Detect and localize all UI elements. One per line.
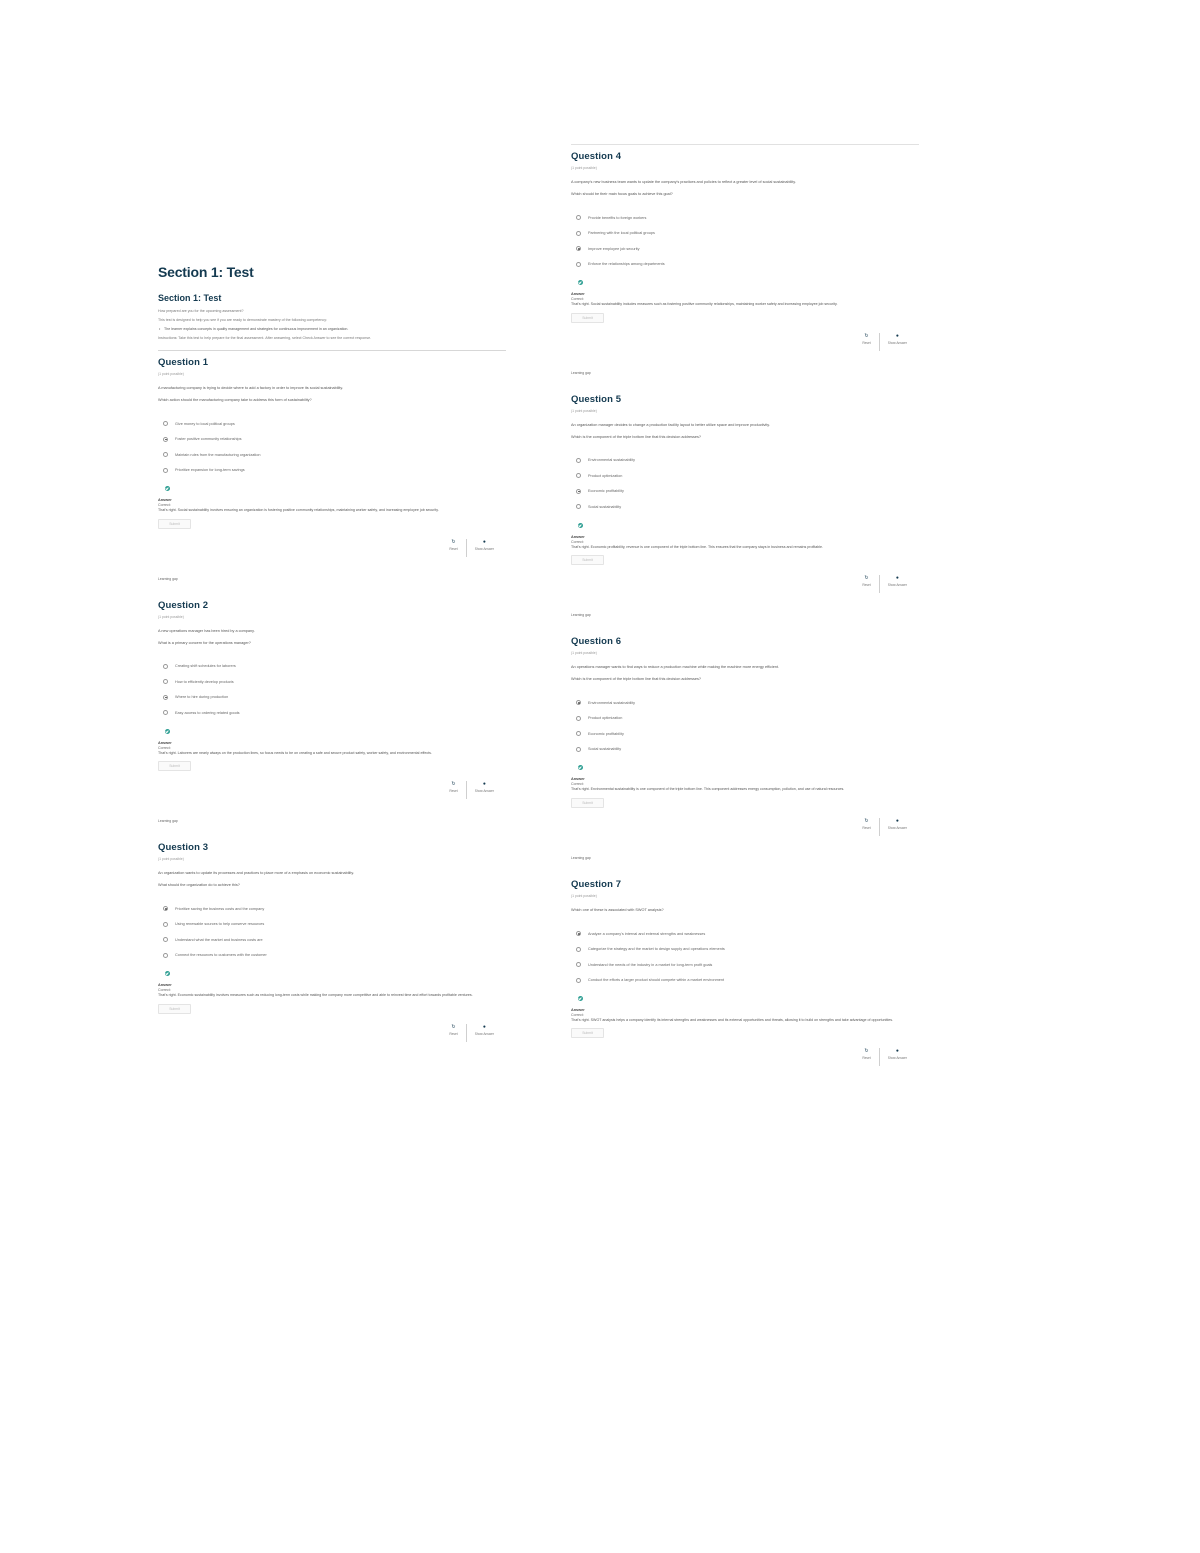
section-intro-title: Section 1: Test [158,293,222,303]
option-label: Provide benefits to foreign workers [588,215,647,220]
question-prompt: Which is the component of the triple bottom line that this decision addresses? [571,677,702,682]
reset-button[interactable] [854,818,878,836]
reset-icon: ↻ [864,817,869,824]
radio-button[interactable] [163,937,168,942]
radio-button[interactable] [576,473,581,478]
radio-button[interactable] [163,664,168,669]
radio-button[interactable] [163,679,168,684]
reset-button[interactable] [441,539,465,557]
option-label: Understand the needs of the industry in a market for long-term profit goals [588,962,713,967]
option-label: Environmental sustainability [588,458,636,463]
question-title: Question 3 [158,842,209,854]
answer-options [571,926,919,988]
answer-feedback: That's right. Economic profitability, revenue is one component of the triple bottom line. This ensures that the company stays in business and remains profitable. [571,544,824,549]
option-label: Where to hire during production [175,695,229,700]
radio-button[interactable] [163,468,168,473]
submit-button[interactable]: Submit [571,555,604,565]
radio-button[interactable] [576,262,581,267]
answer-status: Correct: [571,1012,584,1017]
option-label: Improve employee job security [588,246,640,251]
question-points: (1 point possible) [571,893,597,898]
radio-button[interactable] [163,710,168,715]
radio-button[interactable] [576,731,581,736]
answer-option[interactable] [158,674,506,690]
question-title: Question 5 [571,393,622,405]
option-label: Categorize the strategy and the market to design supply and operations elements [588,947,725,952]
answer-feedback: That's right. Environmental sustainability is one component of the triple bottom line. This component addresses energy consumption, pollution, and use of natural resources. [571,787,845,792]
section-divider [158,350,506,351]
submit-button[interactable]: Submit [158,761,191,771]
reset-button[interactable] [854,333,878,351]
show-answer-button[interactable] [879,333,915,351]
answer-options [158,416,506,478]
answer-feedback: That's right. Social sustainability involves ensuring an organization is fostering positive community relationships, maintaining worker safety, and increasing employee job security. [158,508,439,512]
show-answer-label: Show Answer [887,340,907,345]
reset-label: Reset [449,789,458,794]
answer-option[interactable] [571,468,919,484]
question-actions [158,539,506,557]
correct-check-icon [165,729,170,734]
radio-button[interactable] [576,978,581,983]
option-label: Product optimization [588,716,623,721]
show-answer-label: Show Answer [474,546,494,551]
question-points: (1 point possible) [158,614,184,619]
answer-status: Correct: [571,539,584,544]
left-column [158,264,506,1042]
show-answer-label: Show Answer [474,1031,494,1036]
answer-option[interactable] [571,241,919,257]
option-label: Product optimization [588,473,623,478]
question-stem: A company's new business team wants to update the company's practices and policies to reflect a greater level of social sustainability. [571,180,796,184]
radio-button[interactable] [576,747,581,752]
competency-item: • The learner explains concepts in quality management and strategies for continuous improvement in an organization. [164,327,506,332]
left-question-list [158,357,506,1042]
answer-label: Answer [158,740,172,745]
radio-button[interactable] [576,716,581,721]
eye-icon: ● [482,781,486,788]
answer-label: Answer [571,1007,585,1012]
answer-status: Correct: [571,297,584,301]
answer-status: Correct: [158,745,171,750]
answer-option[interactable] [158,416,506,432]
radio-button[interactable] [163,695,168,700]
option-label: Foster positive community relationships [175,437,242,442]
option-label: Conduct the efforts a larger product should compete within a market environment [588,978,725,983]
option-label: Easy access to ordering related goods [175,710,240,715]
question-actions [571,575,919,593]
reset-button[interactable] [441,1024,465,1042]
option-label: Partnering with the local political groups [588,231,655,236]
answer-options [158,659,506,721]
answer-option[interactable] [571,711,919,727]
reset-label: Reset [862,583,871,588]
between-question-label: Learning gap [571,855,591,860]
reset-icon: ↻ [864,1048,869,1055]
question-actions [158,1024,506,1042]
between-question-label: Learning gap [571,613,591,618]
question-title: Question 1 [158,357,209,368]
submit-button[interactable]: Submit [158,1004,191,1014]
question-title: Question 4 [571,151,622,162]
question-prompt: Which action should the manufacturing company take to address this form of sustainability? [158,398,312,402]
answer-option[interactable] [571,210,919,226]
answer-option[interactable] [571,957,919,973]
answer-option[interactable] [571,453,919,469]
question-title: Question 6 [571,636,622,648]
between-question-label: Learning gap [158,819,178,824]
question-stem: An organization wants to update its processes and practices to place more of a emphasis on economic sustainability. [158,871,354,876]
competency-list [158,327,506,332]
instructions-text: Instructions: Take this test to help prepare for the final assessment. After answering, select Check Answer to see the correct response. [158,336,372,340]
question-block [158,357,506,557]
answer-status: Correct: [571,782,584,787]
question-points: (1 point possible) [158,372,184,376]
answer-option[interactable] [158,901,506,917]
question-block [571,151,919,351]
question-points: (1 point possible) [571,408,597,413]
option-label: Analyze a company's internal and external strengths and weaknesses [588,931,706,936]
answer-feedback: That's right. Laborers are nearly always on the production lines, so focus needs to be on creating a safe and secure product safety, worker safety, and environmental effects. [158,750,432,755]
question-prompt: What should the organization do to achieve this? [158,883,240,888]
answer-option[interactable] [571,499,919,515]
answer-status: Correct: [158,988,171,993]
question-block [158,600,506,800]
question-actions [571,818,919,836]
option-label: Economic profitability [588,731,624,736]
answer-option[interactable] [158,463,506,479]
radio-button[interactable] [163,906,168,911]
reset-button[interactable] [441,781,465,799]
question-prompt: Which should be their main focus goals to achieve this goal? [571,192,673,196]
show-answer-button[interactable] [879,1048,915,1066]
correct-check-icon [578,280,583,285]
option-label: Social sustainability [588,504,622,509]
correct-check-icon [165,971,170,976]
option-label: Environmental sustainability [588,700,636,705]
question-points: (1 point possible) [571,651,597,656]
radio-button[interactable] [576,489,581,494]
correct-check-icon [165,486,170,491]
reset-icon: ↻ [451,781,456,788]
question-title: Question 2 [158,599,209,611]
radio-button[interactable] [163,452,168,457]
option-label: Social sustainability [588,747,622,752]
answer-option[interactable] [571,742,919,758]
reset-label: Reset [862,340,871,345]
answer-options [571,453,919,515]
submit-button[interactable]: Submit [158,519,191,529]
show-answer-button[interactable] [466,781,502,799]
answer-label: Answer [158,983,172,988]
show-answer-label: Show Answer [887,583,907,588]
radio-button[interactable] [576,931,581,936]
answer-option[interactable] [571,941,919,957]
intro-line: How prepared are you for the upcoming assessment? [158,309,244,313]
answer-option[interactable] [158,432,506,448]
answer-options [571,695,919,757]
option-label: Prioritize saving the business costs and the company [175,906,265,911]
question-block [571,394,919,594]
answer-option[interactable] [158,932,506,948]
question-prompt: Which is the component of the triple bottom line that this decision addresses? [571,434,702,439]
submit-button[interactable]: Submit [571,313,604,323]
answer-option[interactable] [571,257,919,273]
submit-button[interactable]: Submit [571,798,604,808]
eye-icon: ● [895,1048,899,1055]
radio-button[interactable] [576,962,581,967]
radio-button[interactable] [576,458,581,463]
between-question-label: Learning gap [158,576,178,581]
reset-button[interactable] [854,575,878,593]
option-label: Using renewable sources to help conserve resources [175,922,265,927]
answer-feedback: That's right. Social sustainability includes measures such as fostering positive community relationships, maintaining worker safety and increasing employee job security. [571,302,838,306]
question-block [158,842,506,1042]
radio-button[interactable] [163,922,168,927]
between-question-label: Learning gap [571,370,591,375]
option-label: Connect the resources to customers with the customer [175,953,267,958]
question-stem: An operations manager wants to find ways to reduce a production machine while making the machine more energy efficient. [571,665,780,670]
show-answer-label: Show Answer [474,789,494,794]
show-answer-button[interactable] [466,539,502,557]
reset-label: Reset [862,825,871,830]
answer-label: Answer [571,777,585,782]
answer-option[interactable] [158,690,506,706]
question-points: (1 point possible) [571,166,597,170]
question-stem: A new operations manager has been hired by a company. [158,628,255,633]
show-answer-label: Show Answer [887,825,907,830]
answer-option[interactable] [571,726,919,742]
question-stem: A manufacturing company is trying to decide where to add a factory in order to improve its social sustainability. [158,386,344,390]
answer-option[interactable] [571,695,919,711]
eye-icon: ● [895,332,899,339]
reset-icon: ↻ [451,1023,456,1030]
radio-button[interactable] [163,421,168,426]
reset-label: Reset [862,1056,871,1061]
reset-icon: ↻ [864,332,869,339]
question-stem: Which one of these is associated with SWOT analysis? [571,907,664,912]
right-question-list [571,151,919,1066]
reset-icon: ↻ [864,575,869,582]
radio-button[interactable] [163,437,168,442]
answer-label: Answer [571,534,585,539]
reset-label: Reset [449,1031,458,1036]
question-actions [158,781,506,799]
answer-options [571,210,919,272]
question-points: (1 point possible) [158,857,184,862]
show-answer-button[interactable] [879,818,915,836]
radio-button[interactable] [576,231,581,236]
question-stem: An organization manager decides to change a production facility layout to better utilize space and improve productivity. [571,422,770,427]
question-title: Question 7 [571,878,622,890]
answer-option[interactable] [158,948,506,964]
answer-feedback: That's right. Economic sustainability involves measures such as reducing long-term costs while making the company more competitive and able to reinvest time and effort towards profitable ventures. [158,993,473,998]
answer-label: Answer [571,292,585,296]
question-actions [571,333,919,351]
submit-button[interactable]: Submit [571,1028,604,1038]
option-label: Maintain rules from the manufacturing organization [175,452,261,457]
show-answer-button[interactable] [879,575,915,593]
radio-button[interactable] [576,947,581,952]
correct-check-icon [578,523,583,528]
correct-check-icon [578,765,583,770]
radio-button[interactable] [576,504,581,509]
answer-option[interactable] [571,226,919,242]
question-prompt: What is a primary concern for the operations manager? [158,640,251,645]
answer-options [158,901,506,963]
reset-label: Reset [449,546,458,551]
option-label: Creating shift schedules for laborers [175,664,236,669]
eye-icon: ● [482,1023,486,1030]
radio-button[interactable] [576,215,581,220]
correct-check-icon [578,996,583,1001]
answer-option[interactable] [158,447,506,463]
radio-button[interactable] [576,700,581,705]
answer-option[interactable] [571,484,919,500]
option-label: How to efficiently develop products [175,679,234,684]
question-block [571,879,919,1067]
answer-label: Answer [158,498,172,502]
page-title: Section 1: Test [158,264,254,280]
reset-button[interactable] [854,1048,878,1066]
intro-line: This test is designed to help you see if you are ready to demonstrate mastery of the following competency: [158,318,327,322]
option-label: Give money to local political groups [175,421,235,426]
answer-status: Correct: [158,503,171,507]
option-label: Prioritize expansion for long-term savings [175,468,245,473]
eye-icon: ● [482,538,486,545]
right-column [571,144,919,1066]
answer-option[interactable] [158,705,506,721]
radio-button[interactable] [163,953,168,958]
option-label: Understand what the market and business costs are [175,937,263,942]
show-answer-button[interactable] [466,1024,502,1042]
eye-icon: ● [895,575,899,582]
answer-option[interactable] [158,659,506,675]
answer-feedback: That's right. SWOT analysis helps a company identify its internal strengths and weaknesses and its external opportunities and threats, allowing it to build on strengths and take advantage of opportunities. [571,1017,894,1022]
answer-option[interactable] [158,917,506,933]
answer-option[interactable] [571,972,919,988]
option-label: Economic profitability [588,489,624,494]
question-block [571,636,919,836]
answer-option[interactable] [571,926,919,942]
eye-icon: ● [895,817,899,824]
question-actions [571,1048,919,1066]
reset-icon: ↻ [451,538,456,545]
show-answer-label: Show Answer [887,1056,907,1061]
option-label: Enforce the relationships among departments [588,262,665,267]
radio-button[interactable] [576,246,581,251]
